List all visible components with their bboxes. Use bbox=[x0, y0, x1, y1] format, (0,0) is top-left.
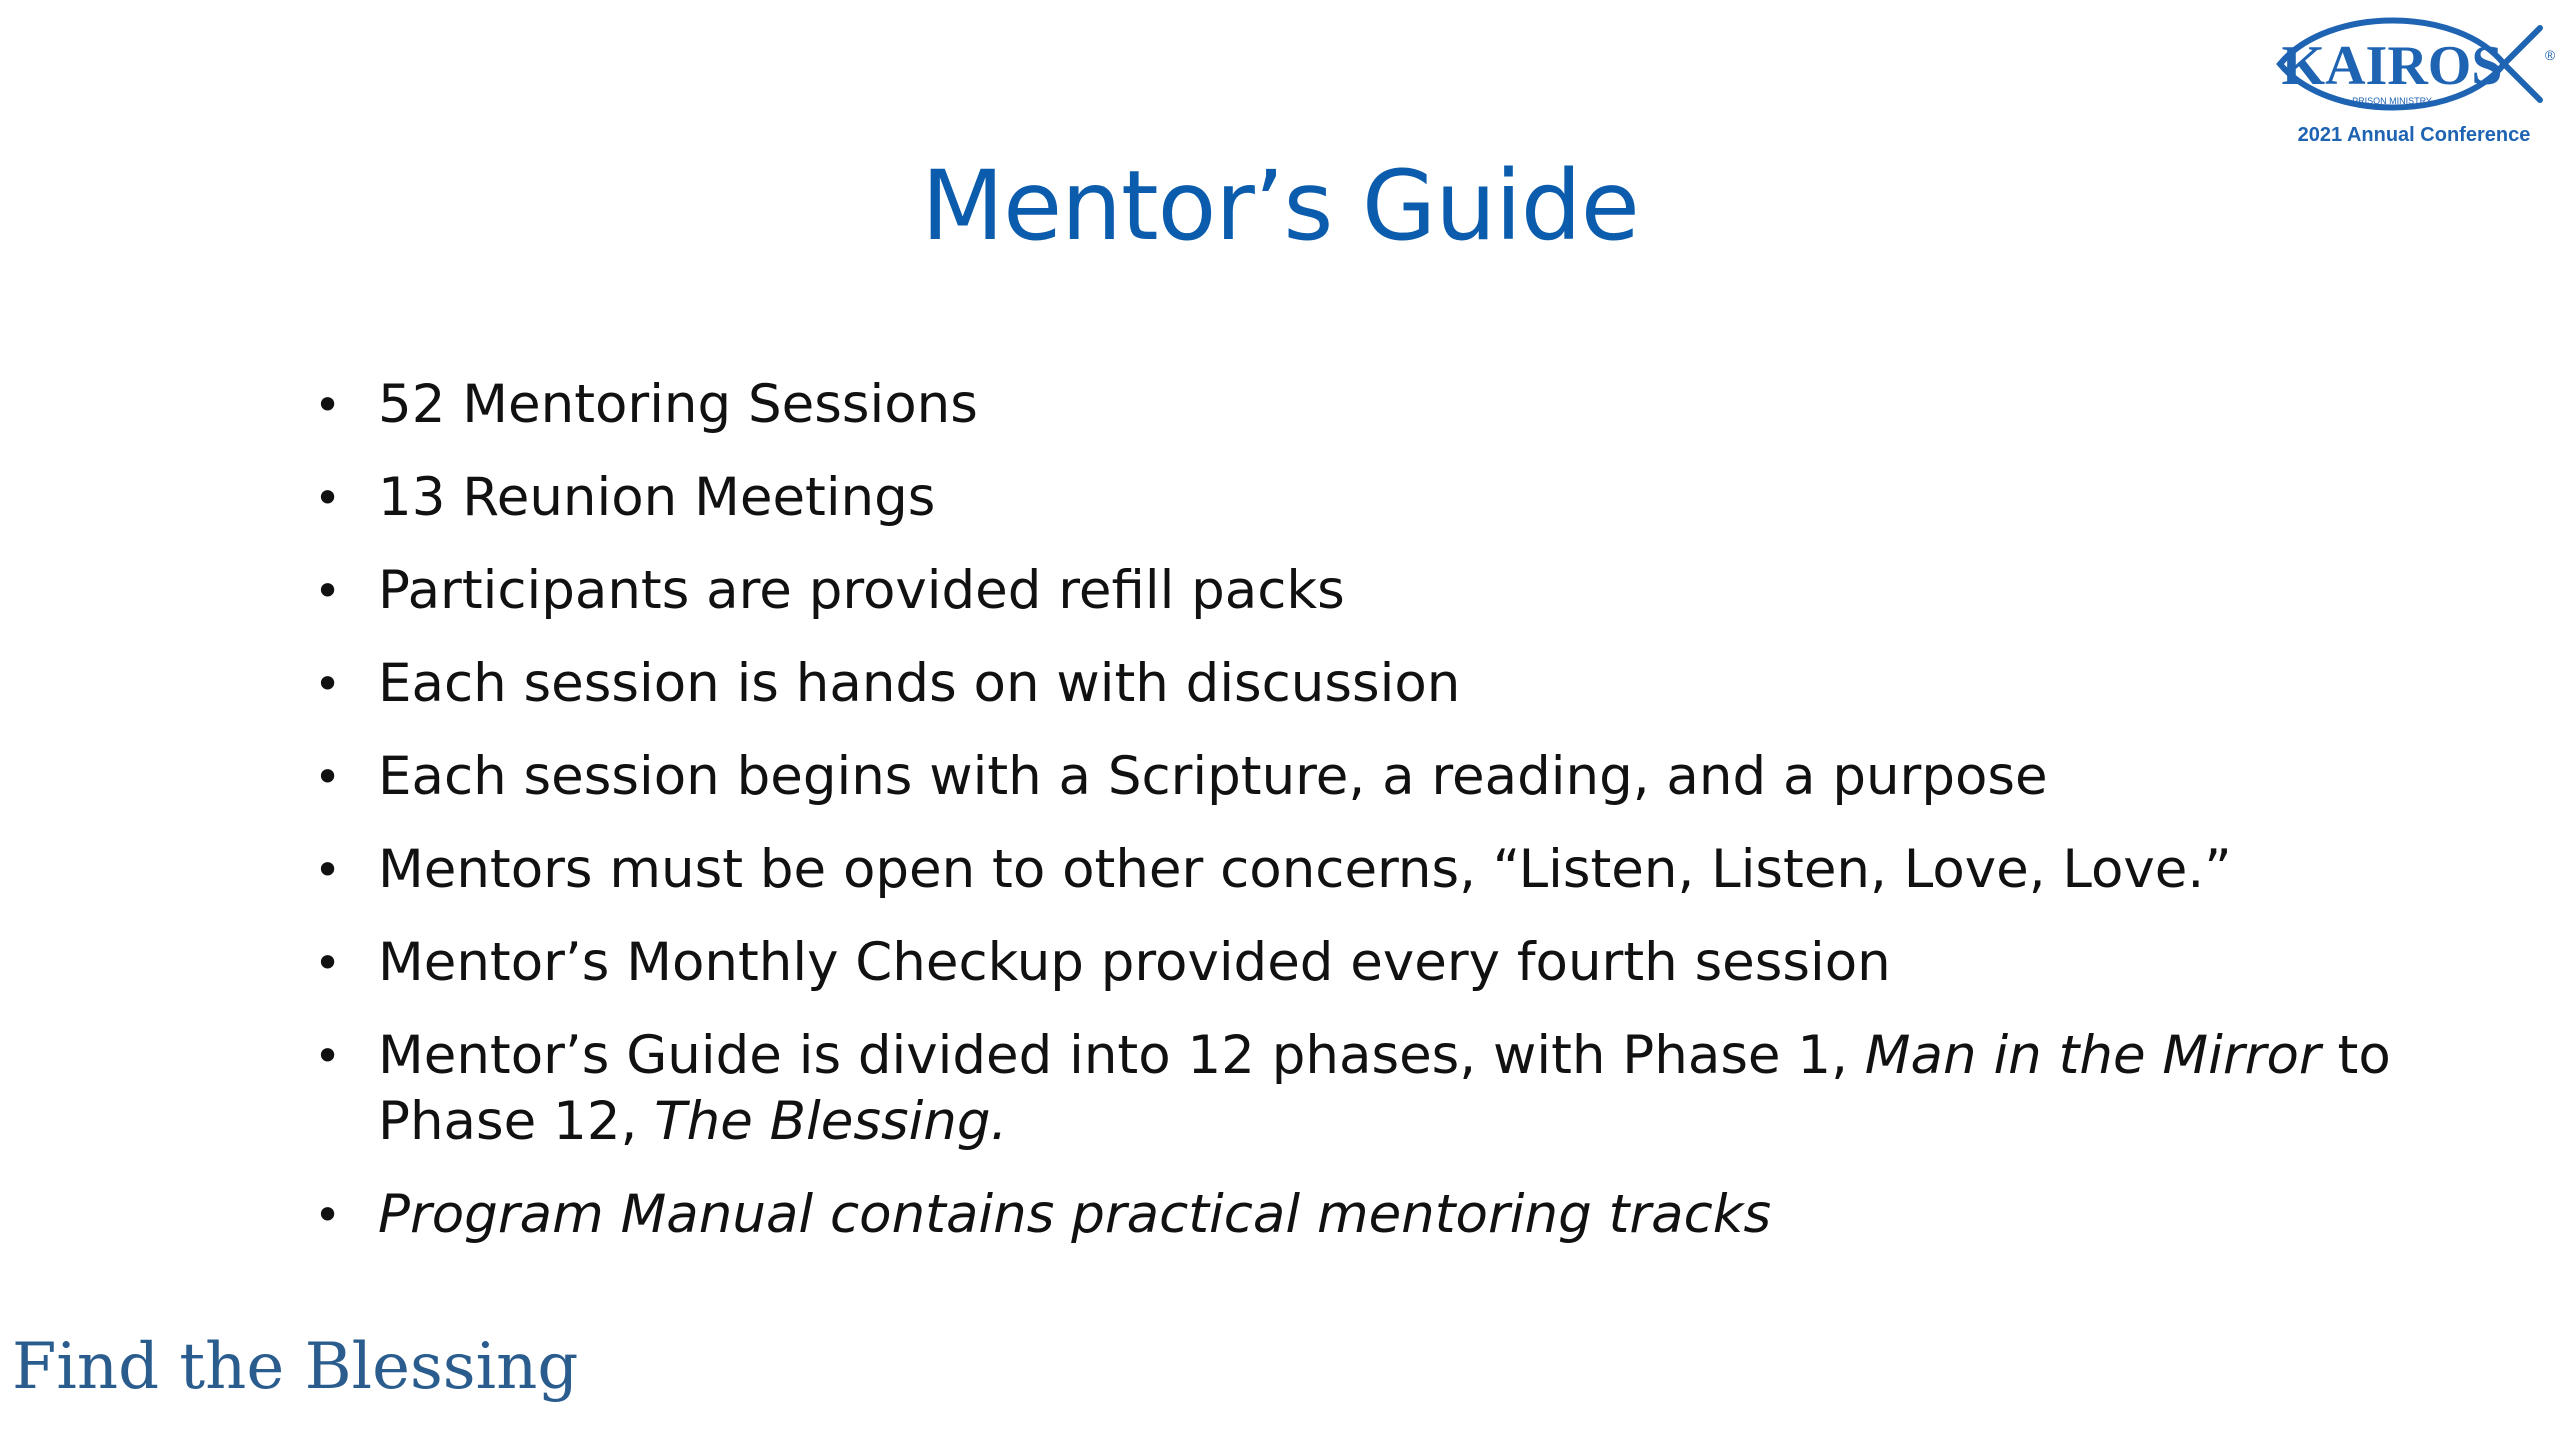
bullet-item bbox=[310, 837, 2490, 903]
bullet-dot: • bbox=[314, 378, 342, 432]
bullet-text: to Phase 12, bbox=[378, 1025, 2391, 1152]
bullet-dot: • bbox=[314, 564, 342, 618]
bullet-text: Each session begins with a Scripture, a reading, and a purpose bbox=[378, 746, 2048, 807]
bullet-list bbox=[310, 372, 2490, 1275]
bullet-text: 52 Mentoring Sessions bbox=[378, 374, 978, 435]
bullet-item bbox=[310, 651, 2490, 717]
bullet-text: Mentor’s Guide is divided into 12 phases, with Phase 1, bbox=[378, 1025, 1865, 1086]
footer-tagline: Find the Blessing bbox=[12, 1330, 579, 1404]
bullet-text: Mentors must be open to other concerns, “Listen, Listen, Love, Love.” bbox=[378, 839, 2232, 900]
bullet-italic-text: The Blessing. bbox=[654, 1091, 1008, 1152]
kairos-logo bbox=[2268, 8, 2560, 160]
bullet-dot: • bbox=[314, 657, 342, 711]
bullet-dot: • bbox=[314, 843, 342, 897]
bullet-item bbox=[310, 1023, 2490, 1155]
bullet-dot: • bbox=[314, 750, 342, 804]
bullet-item bbox=[310, 930, 2490, 996]
bullet-item bbox=[310, 465, 2490, 531]
logo-tagline: PRISON MINISTRY bbox=[2352, 96, 2432, 106]
bullet-item bbox=[310, 744, 2490, 810]
bullet-dot: • bbox=[314, 1029, 342, 1083]
slide-title: Mentor’s Guide bbox=[921, 150, 1639, 262]
bullet-text: Mentor’s Monthly Checkup provided every fourth session bbox=[378, 932, 1891, 993]
bullet-text: Participants are provided refill packs bbox=[378, 560, 1345, 621]
kairos-fish-icon bbox=[2268, 8, 2560, 120]
bullet-text: Each session is hands on with discussion bbox=[378, 653, 1461, 714]
bullet-dot: • bbox=[314, 936, 342, 990]
logo-subtitle: 2021 Annual Conference bbox=[2297, 124, 2531, 146]
bullet-text: 13 Reunion Meetings bbox=[378, 467, 936, 528]
bullet-dot: • bbox=[314, 471, 342, 525]
logo-wordmark: KAIROS bbox=[2281, 35, 2503, 97]
bullet-dot: • bbox=[314, 1188, 342, 1242]
bullet-italic-text: Program Manual contains practical mentoring tracks bbox=[378, 1184, 1772, 1245]
bullet-item bbox=[310, 372, 2490, 438]
bullet-italic-text: Man in the Mirror bbox=[1864, 1025, 2321, 1086]
logo-registered-mark: ® bbox=[2544, 47, 2556, 63]
bullet-item bbox=[310, 1182, 2490, 1248]
bullet-item bbox=[310, 558, 2490, 624]
